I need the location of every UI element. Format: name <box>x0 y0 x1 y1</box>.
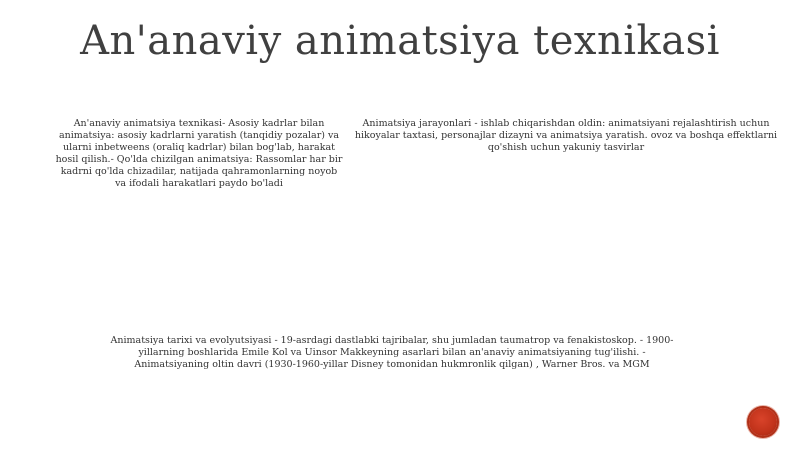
text-block-processes: Animatsiya jarayonlari - ishlab chiqarishdan oldin: animatsiyani rejalashtirish uchun hikoyalar taxtasi, personajlar dizayni va animatsiya yaratish. ovoz va boshqa effektlarni qo'shish uchun yakuniy tasvirlar <box>354 118 778 153</box>
slide-title: An'anaviy animatsiya texnikasi <box>80 18 720 64</box>
text-block-history: Animatsiya tarixi va evolyutsiyasi - 19-asrdagi dastlabki tajribalar, shu jumladan taumatrop va fenakistoskop. - 1900-yillarning boshlarida Emile Kol va Uinsor Makkeyning asarlari bilan an'anaviy animatsiyaning tug'ilishi. - Animatsiyaning oltin davri (1930-1960-yillar Disney tomonidan hukmronlik qilgan) , Warner Bros. va MGM <box>110 335 674 370</box>
text-block-techniques: An'anaviy animatsiya texnikasi- Asosiy kadrlar bilan animatsiya: asosiy kadrlarni yaratish (tanqidiy pozalar) va ularni inbetweens (oraliq kadrlar) bilan bog'lab, harakat hosil qilish.- Qo'lda chizilgan animatsiya: Rassomlar har bir kadrni qo'lda chizadilar, natijada qahramonlarning noyob va ifodali harakatlari paydo bo'ladi <box>55 118 343 189</box>
next-slide-button[interactable] <box>749 408 777 436</box>
